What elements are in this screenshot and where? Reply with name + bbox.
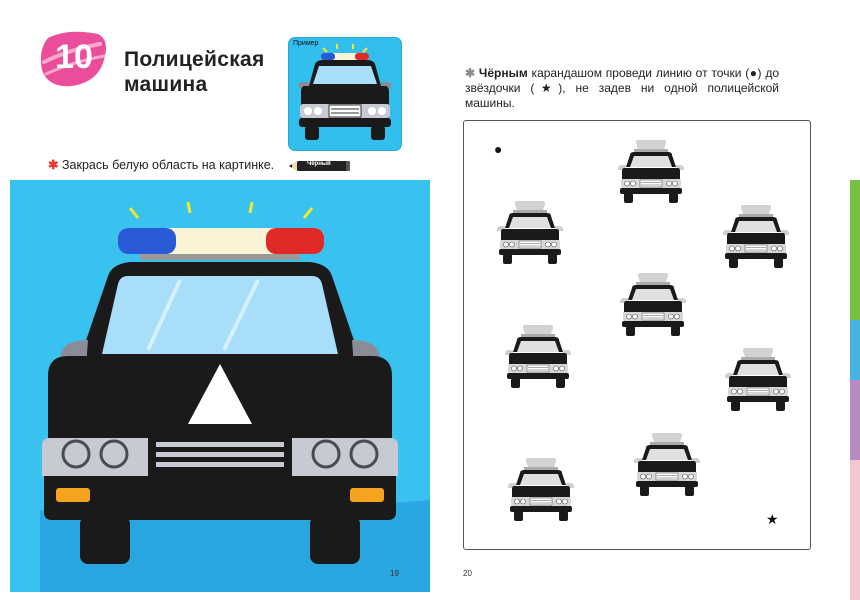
edge-stripe-pink [850, 460, 860, 600]
headlight [63, 441, 89, 467]
finish-star-icon: ★ [766, 511, 779, 527]
maze-area[interactable] [463, 120, 811, 550]
left-instruction [48, 157, 274, 172]
example-label: Пример [293, 40, 319, 47]
page-number-left: 19 [390, 569, 399, 578]
indicator-light [350, 488, 384, 502]
headlight [313, 441, 339, 467]
police-car-obstacle [723, 345, 793, 413]
page-title [124, 47, 265, 97]
right-instruction-text: карандашом проведи линию от точки (●) до звёздочки (★), не задев ни одной полицейской машины. [465, 66, 779, 110]
siren-light-ray [188, 202, 190, 213]
police-car-obstacle [506, 455, 576, 523]
page-number-right: 20 [463, 569, 472, 578]
police-car-obstacle [721, 202, 791, 270]
siren-light-ray [304, 208, 312, 218]
edge-stripe-blue [850, 320, 860, 380]
siren-light-ray [130, 208, 138, 218]
siren-light-ray [250, 202, 252, 213]
police-car-obstacle [616, 137, 686, 205]
headlight [101, 441, 127, 467]
headlight [351, 441, 377, 467]
right-instruction [465, 66, 779, 111]
police-car-illustration [10, 180, 430, 592]
pencil-label: Чёрный [307, 161, 331, 167]
instruction-marker: ✱ [48, 158, 59, 172]
police-car-obstacle [503, 322, 573, 390]
edge-stripe-green [850, 180, 860, 320]
title-line-1: Полицейская [124, 48, 265, 71]
instruction-marker: ✱ [465, 66, 476, 80]
siren-red [266, 228, 324, 254]
police-car-obstacle [495, 198, 565, 266]
left-wheel [80, 516, 130, 564]
coloring-picture [10, 180, 430, 592]
indicator-light [56, 488, 90, 502]
instruction-bold-word: Чёрным [478, 66, 528, 80]
windshield [102, 276, 338, 354]
title-line-2: машина [124, 73, 208, 96]
bumper [44, 476, 396, 520]
police-car-obstacle [618, 270, 688, 338]
example-car-illustration [289, 38, 401, 150]
edge-stripe-purple [850, 380, 860, 460]
left-instruction-text: Закрась белую область на картинке. [61, 158, 275, 172]
siren-blue [118, 228, 176, 254]
start-dot: ● [494, 141, 503, 157]
police-car-obstacle [632, 430, 702, 498]
example-thumbnail [289, 38, 401, 150]
right-wheel [310, 516, 360, 564]
lesson-number: 10 [55, 38, 93, 76]
